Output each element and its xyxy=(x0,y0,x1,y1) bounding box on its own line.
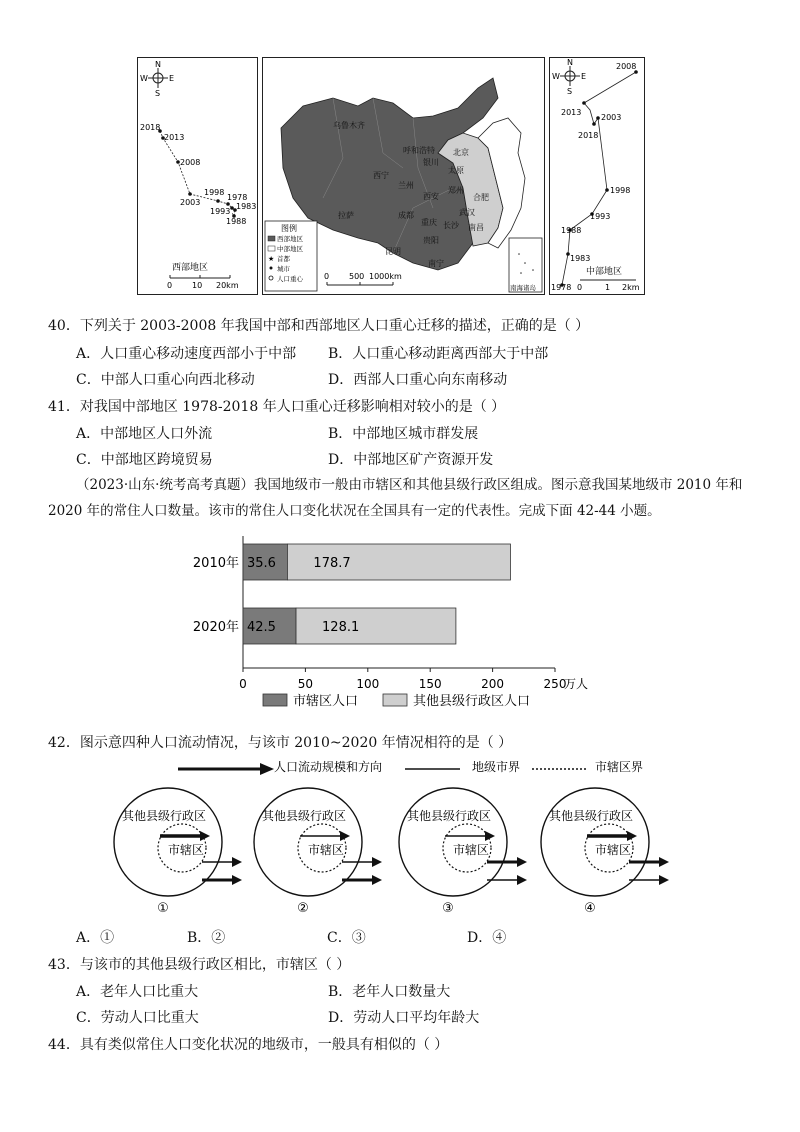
svg-text:2003: 2003 xyxy=(601,113,622,122)
category-label: 2020年 xyxy=(192,620,239,635)
x-tick-label: 200 xyxy=(481,677,505,691)
west-track-svg xyxy=(138,58,256,293)
q41-option-c[interactable]: C．中部地区跨境贸易 xyxy=(76,452,213,468)
china-map-panel xyxy=(262,57,545,295)
svg-text:N: N xyxy=(567,58,573,67)
svg-text:合肥: 合肥 xyxy=(473,193,489,202)
x-tick-label: 250 xyxy=(543,677,567,691)
q40-option-b[interactable]: B．人口重心移动距离西部大于中部 xyxy=(328,346,549,362)
svg-text:首都: 首都 xyxy=(277,255,290,263)
diagram-number: ③ xyxy=(442,901,454,916)
svg-text:南海诸岛: 南海诸岛 xyxy=(510,284,536,292)
svg-text:2003: 2003 xyxy=(180,198,201,207)
svg-text:W: W xyxy=(552,72,560,81)
svg-text:1: 1 xyxy=(605,283,611,292)
svg-text:中部地区: 中部地区 xyxy=(277,245,303,253)
x-tick-label: 150 xyxy=(418,677,442,691)
flow-arrow-icon xyxy=(517,875,527,885)
svg-text:乌鲁木齐: 乌鲁木齐 xyxy=(333,121,365,130)
flow-arrow-icon xyxy=(232,875,242,885)
central-region-panel xyxy=(549,57,645,295)
q40-stem: 40．下列关于 2003-2008 年我国中部和西部地区人口重心迁移的描述，正确的是（ ） xyxy=(48,318,590,334)
x-tick-label: 50 xyxy=(297,677,314,691)
svg-text:1988: 1988 xyxy=(226,217,247,226)
svg-text:2km: 2km xyxy=(622,283,640,292)
svg-text:2008: 2008 xyxy=(616,62,637,71)
q42-stem: 42．图示意四种人口流动情况，与该市 2010~2020 年情况相符的是（ ） xyxy=(48,735,513,751)
x-tick-label: 0 xyxy=(239,677,247,691)
flow-legend-label: 人口流动规模和方向 xyxy=(274,760,383,774)
inner-region-label: 市辖区 xyxy=(308,843,345,857)
svg-text:1988: 1988 xyxy=(561,226,582,235)
flow-arrow-icon xyxy=(517,857,527,867)
svg-text:长沙: 长沙 xyxy=(443,221,459,230)
svg-text:W: W xyxy=(140,74,148,83)
svg-text:0: 0 xyxy=(577,283,583,292)
flow-diagrams xyxy=(110,780,670,920)
flow-diagram-3 xyxy=(399,788,527,916)
bar-data-label: 42.5 xyxy=(247,620,276,635)
svg-text:成都: 成都 xyxy=(398,211,414,220)
svg-text:武汉: 武汉 xyxy=(459,208,475,217)
svg-text:S: S xyxy=(155,89,161,98)
svg-text:重庆: 重庆 xyxy=(421,218,437,227)
flow-arrow-icon xyxy=(659,875,669,885)
q44-stem: 44．具有类似常住人口变化状况的地级市，一般具有相似的（ ） xyxy=(48,1037,449,1053)
flow-diagram-1 xyxy=(114,788,242,916)
q41-option-b[interactable]: B．中部地区城市群发展 xyxy=(328,426,479,442)
china-map-svg xyxy=(263,58,543,293)
intro-paragraph: （2023·山东·统考高考真题）我国地级市一般由市辖区和其他县级行政区组成。图示意我国某地级市 2010 年和 2020 年的常住人口数量。该市的常住人口变化状况在全国具有一定的代表性。完成下面 42-44 小题。 xyxy=(48,477,743,519)
svg-text:20km: 20km xyxy=(216,281,239,290)
bar-data-label: 128.1 xyxy=(322,620,360,635)
q41-stem: 41．对我国中部地区 1978-2018 年人口重心迁移影响相对较小的是（ ） xyxy=(48,399,506,415)
flow-arrow-icon xyxy=(178,763,274,775)
outer-region-label: 其他县级行政区 xyxy=(122,809,207,823)
svg-text:西安: 西安 xyxy=(423,192,439,201)
central-track-svg xyxy=(550,58,643,293)
bar-data-label: 178.7 xyxy=(313,556,351,571)
svg-text:2008: 2008 xyxy=(180,158,201,167)
svg-text:南宁: 南宁 xyxy=(428,259,444,268)
svg-text:城市: 城市 xyxy=(277,265,290,273)
svg-text:1978: 1978 xyxy=(227,193,248,202)
outer-region-label: 其他县级行政区 xyxy=(549,809,634,823)
outer-region-label: 其他县级行政区 xyxy=(407,809,492,823)
svg-text:1993: 1993 xyxy=(590,212,611,221)
svg-text:昆明: 昆明 xyxy=(385,247,401,256)
flow-arrow-icon xyxy=(232,857,242,867)
q43-stem: 43．与该市的其他县级行政区相比，市辖区（ ） xyxy=(48,957,351,973)
svg-text:E: E xyxy=(169,74,175,83)
svg-text:2018: 2018 xyxy=(578,131,599,140)
west-panel-title: 西部地区 xyxy=(172,263,209,273)
svg-text:太原: 太原 xyxy=(448,166,464,175)
svg-text:1993: 1993 xyxy=(210,207,231,216)
compass-icon xyxy=(552,58,586,96)
flow-arrow-icon xyxy=(372,857,382,867)
outer-region-label: 其他县级行政区 xyxy=(262,809,347,823)
svg-text:1000km: 1000km xyxy=(369,272,402,281)
svg-text:呼和浩特: 呼和浩特 xyxy=(403,146,435,155)
svg-text:郑州: 郑州 xyxy=(448,186,464,195)
svg-text:2013: 2013 xyxy=(561,108,582,117)
q40-option-d[interactable]: D．西部人口重心向东南移动 xyxy=(328,372,508,388)
population-bar-chart xyxy=(185,532,625,722)
q42-option-b[interactable]: B．② xyxy=(187,930,226,946)
q43-option-c[interactable]: C．劳动人口比重大 xyxy=(76,1010,199,1026)
west-scale-bar xyxy=(167,275,239,290)
legend-label: 市辖区人口 xyxy=(293,694,359,709)
svg-text:0: 0 xyxy=(167,281,173,290)
svg-text:西部地区: 西部地区 xyxy=(277,235,303,243)
city-border-label: 地级市界 xyxy=(472,760,521,774)
compass-icon xyxy=(140,60,174,98)
legend-swatch xyxy=(383,694,407,706)
svg-text:500: 500 xyxy=(349,272,365,281)
svg-text:拉萨: 拉萨 xyxy=(338,211,354,220)
central-panel-title: 中部地区 xyxy=(586,267,623,277)
q40-option-c[interactable]: C．中部人口重心向西北移动 xyxy=(76,372,255,388)
svg-text:西宁: 西宁 xyxy=(373,171,389,180)
svg-text:10: 10 xyxy=(192,281,203,290)
flow-diagram-2 xyxy=(254,788,382,916)
bar-data-label: 35.6 xyxy=(247,556,276,571)
svg-text:图例: 图例 xyxy=(281,224,297,233)
diagram-number: ① xyxy=(157,901,169,916)
svg-text:1998: 1998 xyxy=(610,186,631,195)
q40-option-a[interactable]: A．人口重心移动速度西部小于中部 xyxy=(76,346,297,362)
q43-option-a[interactable]: A．老年人口比重大 xyxy=(76,984,199,1000)
flow-diagram-4 xyxy=(541,788,669,916)
legend-swatch xyxy=(263,694,287,706)
svg-text:1983: 1983 xyxy=(570,254,591,263)
flow-arrow-icon xyxy=(372,875,382,885)
inner-region-label: 市辖区 xyxy=(168,843,205,857)
q42-option-d[interactable]: D．④ xyxy=(467,930,507,946)
category-label: 2010年 xyxy=(192,556,239,571)
west-region-panel xyxy=(137,57,258,295)
svg-text:人口重心: 人口重心 xyxy=(277,275,303,283)
svg-text:北京: 北京 xyxy=(453,148,469,157)
svg-text:贵阳: 贵阳 xyxy=(423,236,439,245)
svg-text:银川: 银川 xyxy=(423,158,439,167)
q43-option-d[interactable]: D．劳动人口平均年龄大 xyxy=(328,1010,480,1026)
bar-segment xyxy=(296,608,456,644)
svg-text:1978: 1978 xyxy=(551,283,572,292)
flow-legend xyxy=(170,757,650,779)
x-unit-label: 万人 xyxy=(564,677,589,691)
svg-text:兰州: 兰州 xyxy=(398,181,414,190)
svg-text:N: N xyxy=(155,60,161,69)
q42-option-a[interactable]: A．① xyxy=(76,930,115,946)
inner-region-label: 市辖区 xyxy=(453,843,490,857)
diagram-number: ④ xyxy=(584,901,596,916)
svg-text:1983: 1983 xyxy=(236,202,256,211)
q41-option-a[interactable]: A．中部地区人口外流 xyxy=(76,426,213,442)
svg-text:2018: 2018 xyxy=(140,123,161,132)
q41-option-d[interactable]: D．中部地区矿产资源开发 xyxy=(328,452,494,468)
flow-arrow-icon xyxy=(659,857,669,867)
svg-text:0: 0 xyxy=(324,272,330,281)
svg-text:E: E xyxy=(581,72,587,81)
q43-option-b[interactable]: B．老年人口数量大 xyxy=(328,984,451,1000)
city-dot-icon xyxy=(270,267,273,270)
svg-text:南昌: 南昌 xyxy=(468,223,484,232)
svg-text:S: S xyxy=(567,87,573,96)
inner-region-label: 市辖区 xyxy=(595,843,632,857)
district-border-label: 市辖区界 xyxy=(595,760,644,774)
legend-label: 其他县级行政区人口 xyxy=(413,694,531,709)
svg-text:2013: 2013 xyxy=(164,133,185,142)
q42-option-c[interactable]: C．③ xyxy=(327,930,366,946)
diagram-number: ② xyxy=(297,901,309,916)
x-tick-label: 100 xyxy=(356,677,380,691)
star-icon: ★ xyxy=(268,255,275,263)
svg-text:1998: 1998 xyxy=(204,188,225,197)
